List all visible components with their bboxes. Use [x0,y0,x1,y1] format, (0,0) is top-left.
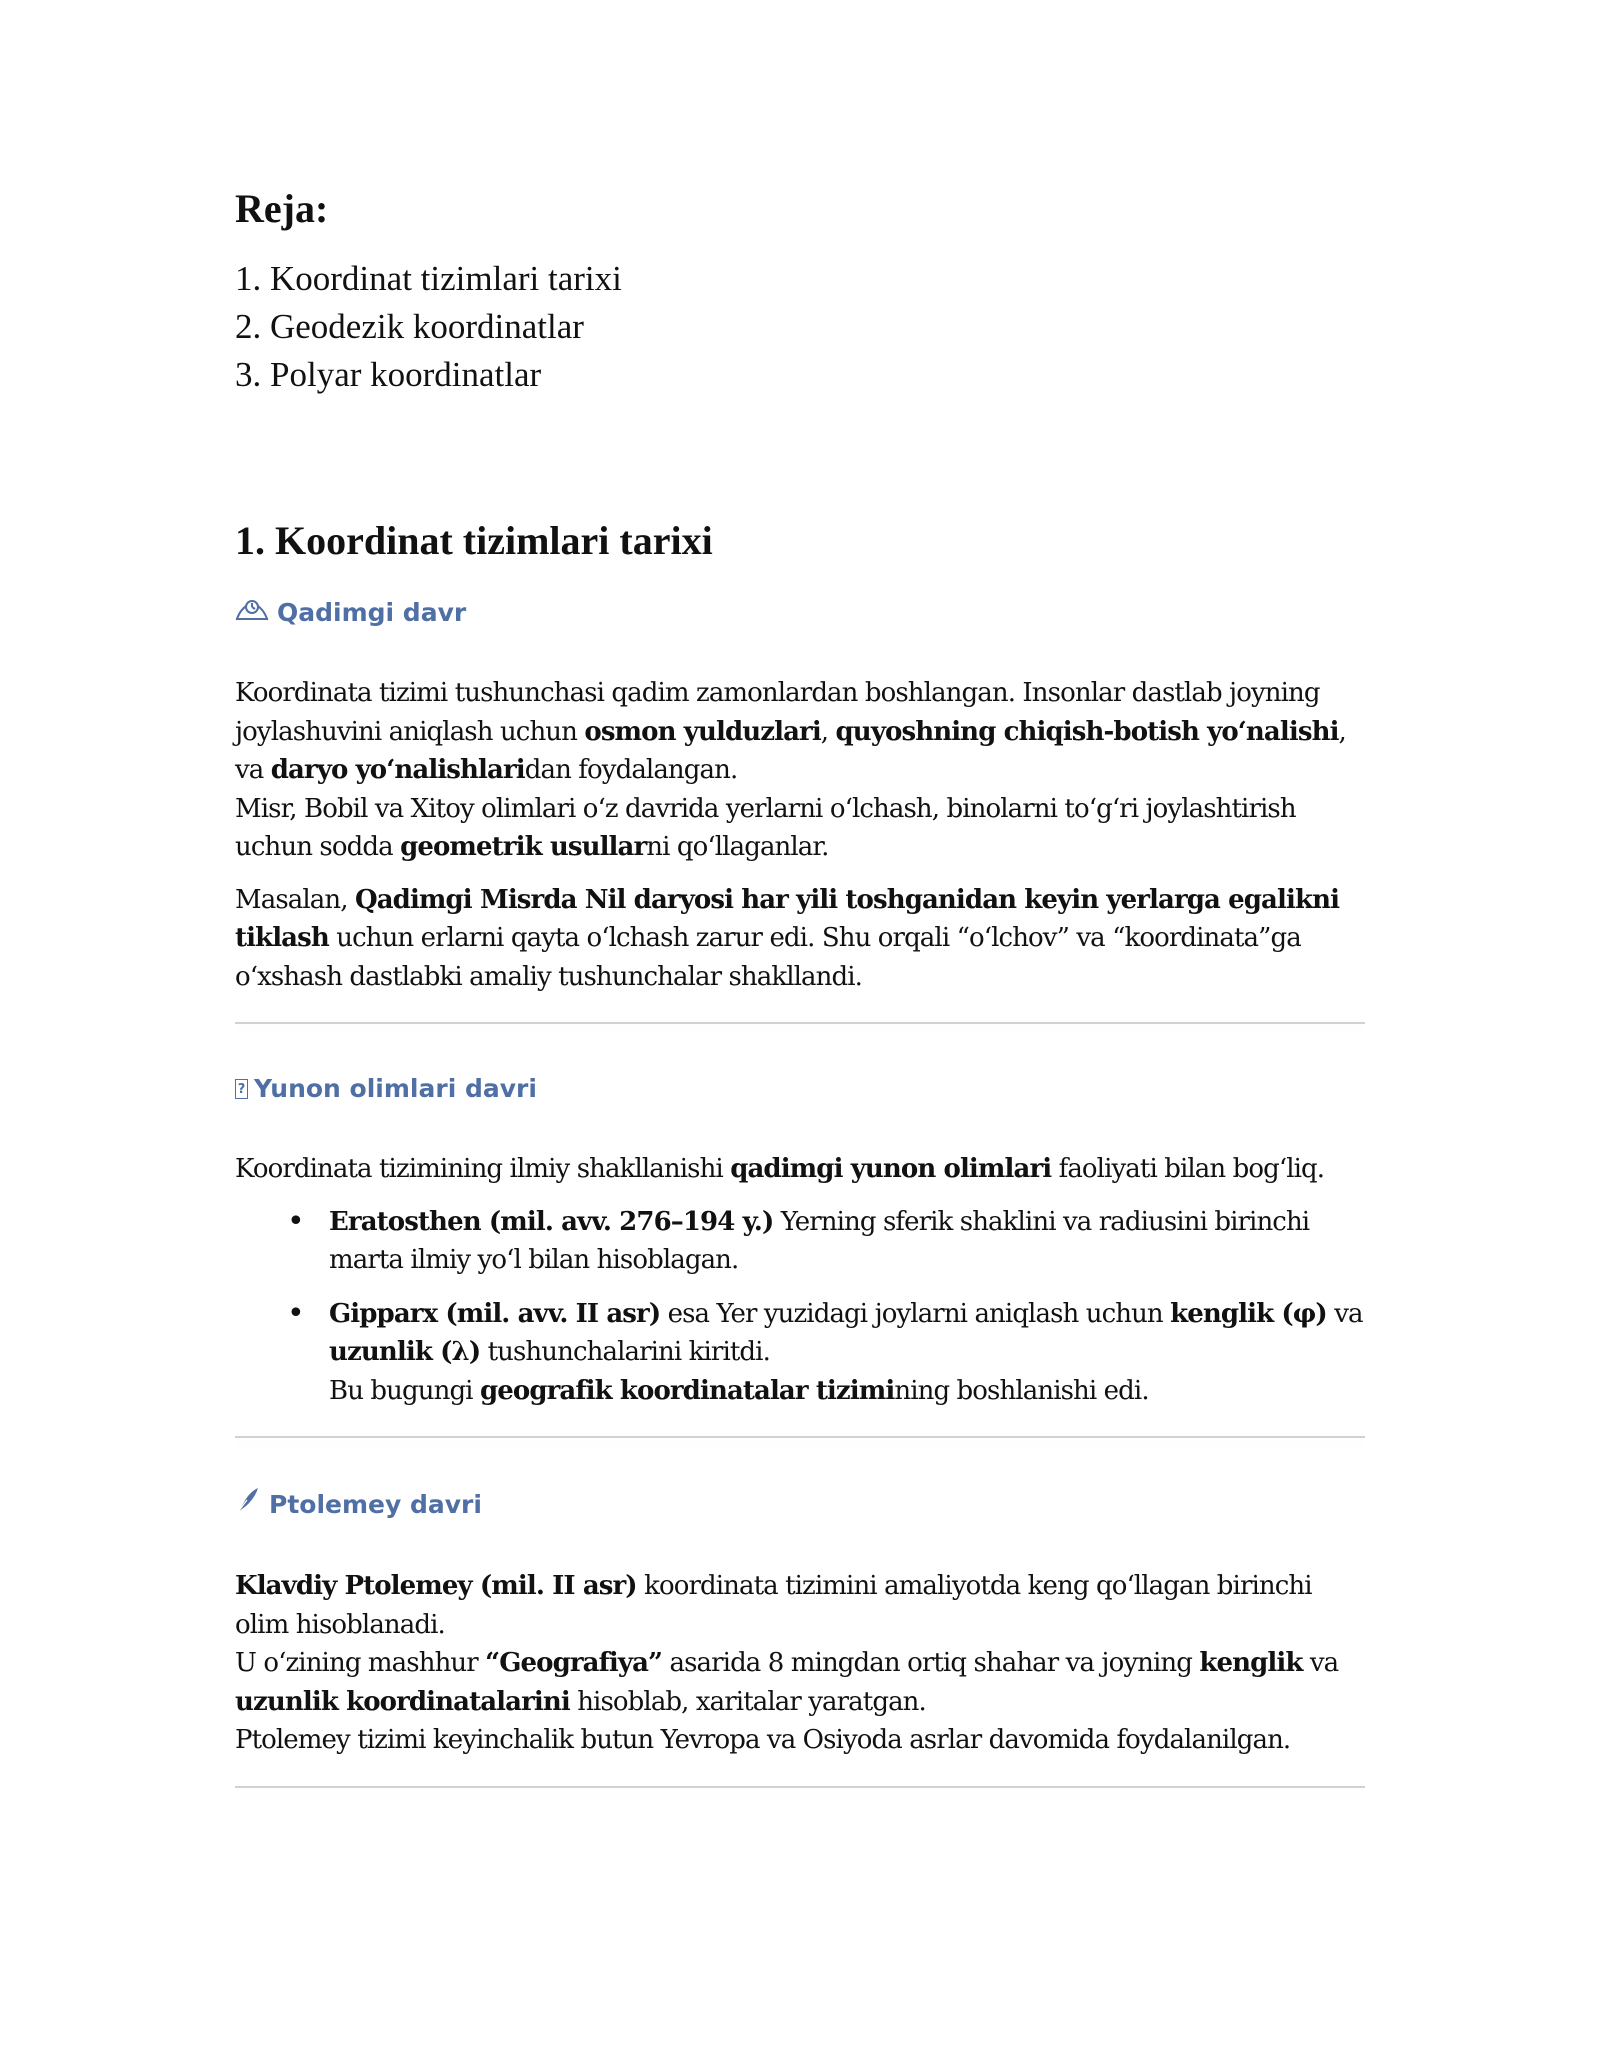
bold-text: kenglik [1199,1648,1303,1678]
bold-text: Eratosthen (mil. avv. 276–194 y.) [329,1206,774,1237]
paragraph [235,1567,1365,1760]
bold-text: qadimgi yunon olimlari [730,1154,1052,1184]
list-item [235,1295,1365,1411]
text-run: hisoblab, xaritalar yaratgan. [569,1686,926,1717]
subsection-heading-ptolemy [235,1486,1365,1523]
bold-text: Klavdiy Ptolemey (mil. II asr) [235,1571,637,1601]
section-divider [235,1436,1365,1438]
text-run: , va [235,716,1346,785]
plan-item: 2. Geodezik koordinatlar [235,307,584,346]
bold-text: daryo yo‘nalishlari [270,755,525,785]
hourglass-icon [235,595,269,630]
text-run: faoliyati bilan bog‘liq. [1051,1154,1325,1184]
list-item [235,1203,1365,1280]
subsection-heading-text: Qadimgi davr [277,597,467,627]
text-run: Misr, Bobil va Xitoy olimlari o‘z davrida yerlarni o‘lchash, binolarni to‘g‘ri joylashtirish uchun sodda [235,793,1296,862]
bold-text: Qadimgi Misrda Nil daryosi har yili toshganidan keyin yerlarga egalikni tiklash [235,884,1340,953]
text-run: asarida 8 mingdan ortiq shahar va joyning [662,1648,1200,1678]
text-run: uchun erlarni qayta o‘lchash zarur edi. Shu orqali “o‘lchov” va “koordinata”ga o‘xshash dastlabki amaliy tushunchalar shakllandi. [235,923,1301,992]
text-run: ni qo‘llaganlar. [646,832,829,862]
text-run: Koordinata tizimining ilmiy shakllanishi [235,1154,731,1184]
document-content [235,185,1365,1836]
text-run: va [1326,1298,1363,1329]
missing-glyph-icon: ? [235,1079,248,1099]
bold-text: quyoshning chiqish-botish yo‘nalishi [835,716,1339,747]
text-run: Bu bugungi [329,1375,480,1406]
text-run: ning boshlanishi edi. [894,1375,1149,1406]
plan-item: 1. Koordinat tizimlari tarixi [235,259,622,298]
text-run: koordinata tizimini amaliyotda keng qo‘llagan birinchi olim hisoblanadi. [235,1571,1312,1640]
text-run: va [1302,1648,1339,1678]
quill-icon [235,1486,261,1523]
bold-text: uzunlik koordinatalarini [235,1686,570,1717]
bullet-list [235,1203,1365,1411]
bold-text: “Geografiya” [485,1648,663,1678]
paragraph [235,1150,1365,1189]
text-run: tushunchalarini kiritdi. [480,1337,770,1367]
bold-text: uzunlik (λ) [329,1337,481,1367]
text-run: Yerning sferik shaklini va radiusini birinchi marta ilmiy yo‘l bilan hisoblagan. [329,1206,1310,1275]
section-divider [235,1786,1365,1788]
paragraph [235,881,1365,997]
text-run: esa Yer yuzidagi joylarni aniqlash uchun [660,1298,1171,1329]
subsection-heading-greek [235,1072,1365,1106]
bold-text: geografik koordinatalar tizimi [479,1375,895,1406]
section-title: 1. Koordinat tizimlari tarixi [235,518,713,563]
plan-title: Reja: [235,186,329,231]
bold-text: Gipparx (mil. avv. II asr) [329,1298,661,1329]
subsection-heading-text: Yunon olimlari davri [254,1074,537,1103]
text-run: Ptolemey tizimi keyinchalik butun Yevropa va Osiyoda asrlar davomida foydalanilgan. [235,1725,1291,1755]
subsection-heading-text: Ptolemey davri [269,1489,482,1519]
subsection-heading-ancient [235,595,1365,630]
paragraph [235,674,1365,867]
text-run: Koordinata tizimi tushunchasi qadim zamonlardan boshlangan. Insonlar dastlab joyning joylashuvini aniqlash uchun [235,678,1320,747]
text-run: , [820,716,836,747]
plan-list [235,255,1365,399]
bold-text: kenglik (φ) [1170,1298,1327,1329]
text-run: U o‘zining mashhur [235,1648,486,1678]
bold-text: geometrik usullar [400,832,647,862]
text-run: Masalan, [235,884,355,915]
bold-text: osmon yulduzlari [584,716,821,747]
section-divider [235,1022,1365,1024]
text-run: dan foydalangan. [524,755,738,785]
plan-item: 3. Polyar koordinatlar [235,355,542,394]
